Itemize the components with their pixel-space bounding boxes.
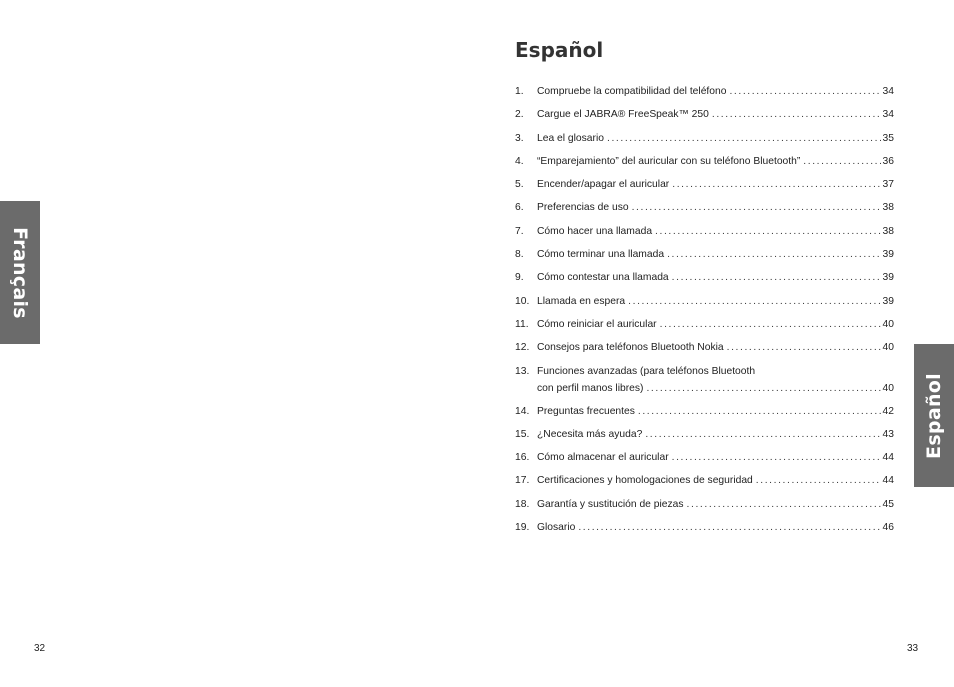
toc-entry-label: Cómo hacer una llamada <box>537 225 653 237</box>
toc-entry <box>515 449 894 472</box>
toc-entry-number: 12. <box>515 342 530 354</box>
toc-entry-label: Preferencias de uso <box>537 202 629 214</box>
dot-leader <box>578 519 880 536</box>
toc-entry <box>515 176 894 199</box>
toc-entry-number: 15. <box>515 428 530 440</box>
toc-entry <box>515 246 894 269</box>
toc-entry-number: 1. <box>515 86 524 97</box>
toc-entry <box>515 472 894 495</box>
toc-entry <box>515 363 894 403</box>
toc-entry-page: 40 <box>882 382 894 394</box>
toc-entry <box>515 316 894 339</box>
toc-entry <box>515 130 894 153</box>
toc-entry-page: 44 <box>882 475 894 487</box>
dot-leader <box>672 176 880 193</box>
table-of-contents <box>515 83 894 542</box>
toc-entry-label: Lea el glosario <box>537 132 604 144</box>
toc-entry-label: Preguntas frecuentes <box>537 405 635 417</box>
toc-entry-number: 9. <box>515 272 524 284</box>
toc-entry-number: 13. <box>515 365 530 377</box>
dot-leader <box>607 130 881 147</box>
toc-entry-page: 42 <box>882 405 894 417</box>
toc-entry-number: 16. <box>515 452 530 464</box>
toc-entry-number: 14. <box>515 405 530 417</box>
toc-entry <box>515 106 894 129</box>
section-tab-espanol <box>914 344 954 487</box>
dot-leader <box>638 403 881 420</box>
dot-leader <box>756 472 881 489</box>
toc-entry-number: 19. <box>515 522 530 534</box>
toc-entry-label-continued: con perfil manos libres) <box>537 382 644 394</box>
toc-entry <box>515 223 894 246</box>
toc-entry-label: Funciones avanzadas (para teléfonos Bluetooth <box>537 365 756 377</box>
toc-entry-number: 2. <box>515 109 524 121</box>
toc-entry <box>515 269 894 292</box>
toc-entry-number: 3. <box>515 132 524 144</box>
toc-entry-page: 34 <box>882 86 894 97</box>
dot-leader <box>672 269 881 286</box>
toc-entry-page: 40 <box>882 318 894 330</box>
toc-entry-page: 37 <box>882 179 894 191</box>
toc-entry-page: 45 <box>882 498 894 510</box>
page-number-right: 33 <box>907 643 919 654</box>
dot-leader <box>687 496 881 513</box>
dot-leader <box>729 83 880 100</box>
toc-entry-number: 10. <box>515 295 530 307</box>
toc-entry-page: 44 <box>882 452 894 464</box>
toc-entry-label: Llamada en espera <box>537 295 626 307</box>
toc-entry-page: 40 <box>882 342 894 354</box>
toc-entry-number: 18. <box>515 498 530 510</box>
dot-leader <box>655 223 880 240</box>
dot-leader <box>667 246 880 263</box>
dot-leader <box>628 293 880 310</box>
toc-entry-number: 11. <box>515 318 529 330</box>
dot-leader <box>645 426 880 443</box>
toc-entry-label: Cómo terminar una llamada <box>537 249 665 261</box>
toc-entry-number: 8. <box>515 249 524 261</box>
toc-entry-label: Consejos para teléfonos Bluetooth Nokia <box>537 342 724 354</box>
toc-entry <box>515 426 894 449</box>
toc-entry-number: 17. <box>515 475 530 487</box>
page-number-left: 32 <box>34 643 46 654</box>
toc-entry-page: 39 <box>882 272 894 284</box>
toc-entry-label: Garantía y sustitución de piezas <box>537 498 684 510</box>
toc-entry-number: 7. <box>515 225 524 237</box>
toc-entry-label: Certificaciones y homologaciones de seguridad <box>537 475 753 487</box>
toc-entry-page: 46 <box>882 522 894 534</box>
toc-entry <box>515 83 894 106</box>
section-tab-label: Español <box>923 372 945 459</box>
toc-entry-page: 36 <box>882 155 894 167</box>
toc-entry-page: 35 <box>882 132 894 144</box>
toc-entry-label: ¿Necesita más ayuda? <box>537 428 643 440</box>
toc-entry-page: 43 <box>882 428 894 440</box>
dot-leader <box>712 106 881 123</box>
toc-entry <box>515 403 894 426</box>
dot-leader <box>646 380 880 397</box>
toc-entry-label: Cómo contestar una llamada <box>537 272 669 284</box>
toc-entry-number: 6. <box>515 202 524 214</box>
toc-entry-page: 39 <box>882 295 894 307</box>
dot-leader <box>672 449 881 466</box>
toc-entry-number: 5. <box>515 179 524 191</box>
toc-entry-label: Cómo reiniciar el auricular <box>537 318 657 330</box>
dot-leader <box>803 153 880 170</box>
dot-leader <box>632 199 881 216</box>
toc-entry-label: Glosario <box>537 522 576 534</box>
toc-entry-page: 38 <box>882 225 894 237</box>
toc-entry-label: Cargue el JABRA® FreeSpeak™ 250 <box>537 109 709 121</box>
toc-entry-number: 4. <box>515 155 524 167</box>
toc-entry-page: 38 <box>882 202 894 214</box>
section-tab-label: Français <box>9 226 32 319</box>
toc-entry <box>515 339 894 362</box>
dot-leader <box>660 316 881 333</box>
toc-entry-label: Compruebe la compatibilidad del teléfono <box>537 86 727 97</box>
toc-entry-label: Encender/apagar el auricular <box>537 179 670 191</box>
toc-entry-page: 39 <box>882 249 894 261</box>
dot-leader <box>727 339 881 356</box>
toc-entry <box>515 293 894 316</box>
toc-entry <box>515 153 894 176</box>
toc-entry-page: 34 <box>882 109 894 121</box>
toc-entry-label: “Emparejamiento” del auricular con su teléfono Bluetooth” <box>537 155 801 167</box>
toc-entry <box>515 496 894 519</box>
toc-entry <box>515 519 894 542</box>
toc-entry-label: Cómo almacenar el auricular <box>537 452 669 464</box>
section-tab-francais <box>0 201 40 344</box>
page-title: Español <box>515 38 604 62</box>
toc-entry <box>515 199 894 222</box>
